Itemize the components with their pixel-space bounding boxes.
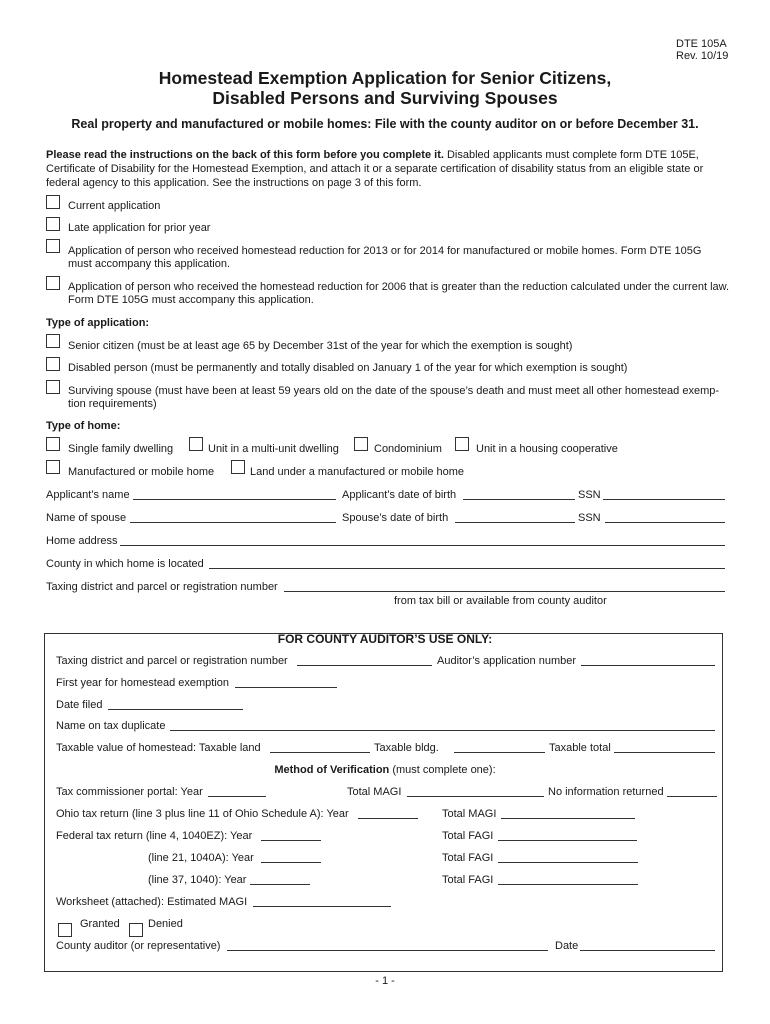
surviving-spouse-checkbox[interactable] [46,380,60,394]
housing-cooperative-label: Unit in a housing cooperative [476,443,618,455]
surviving-spouse-label: Surviving spouse (must have been at least 59 years old on the date of the spouse’s death and must meet all other homestead exemp- [68,385,720,397]
granted-checkbox[interactable] [58,923,72,937]
ohio-magi-field[interactable] [501,818,635,819]
parcel-number-label: Taxing district and parcel or registration number [46,581,278,593]
senior-citizen-checkbox[interactable] [46,334,60,348]
auditor-parcel-label: Taxing district and parcel or registration number [56,655,288,667]
page-title: Homestead Exemption Application for Senior Citizens, [158,68,612,88]
condominium-label: Condominium [374,443,442,455]
auditor-date-field[interactable] [580,950,715,951]
verification-heading [0,764,770,776]
current-application-label: Current application [68,200,161,212]
portal-magi-label: Total MAGI [347,786,402,798]
line37-fagi-field[interactable] [498,884,638,885]
land-under-home-label: Land under a manufactured or mobile home [250,466,465,478]
verification-rest: (must complete one): [389,764,496,776]
portal-year-field[interactable] [208,796,266,797]
first-year-field[interactable] [235,687,337,688]
reduction-2006-label-line2: Form DTE 105G must accompany this application. [68,294,314,306]
current-application-checkbox[interactable] [46,195,60,209]
late-application-label: Late application for prior year [68,222,211,234]
condominium-checkbox[interactable] [354,437,368,451]
line21-fagi-label: Total FAGI [442,852,494,864]
worksheet-label: Worksheet (attached): Estimated MAGI [56,896,248,908]
verification-bold: Method of Verification [274,764,390,776]
reduction-2006-label: Application of person who received the homestead reduction for 2006 that is greater than the reduction calculated under the current law. [68,281,730,293]
line21-fagi-field[interactable] [498,862,638,863]
home-address-label: Home address [46,535,118,547]
line37-fagi-label: Total FAGI [442,874,494,886]
taxable-bldg-label: Taxable bldg. [374,742,439,754]
auditor-date-label: Date [555,940,579,952]
filing-instruction: Real property and manufactured or mobile homes: File with the county auditor on or before December 31. [71,117,699,131]
intro-rest: Disabled applicants must complete form DTE 105E, [443,149,699,161]
applicant-dob-label: Applicant’s date of birth [342,489,457,501]
auditor-app-number-field[interactable] [581,665,715,666]
date-filed-label: Date filed [56,699,103,711]
type-of-application-heading: Type of application: [46,317,150,329]
auditor-app-number-label: Auditor’s application number [437,655,577,667]
reduction-2013-label: Application of person who received homestead reduction for 2013 or for 2014 for manufactured or mobile homes. Form DTE 105G [68,245,702,257]
form-revision: Rev. 10/19 [676,50,729,62]
parcel-number-field[interactable] [284,591,725,592]
form-id: DTE 105A [676,38,727,50]
county-field[interactable] [209,568,725,569]
portal-magi-field[interactable] [407,796,544,797]
surviving-spouse-label-line2: tion requirements) [68,398,157,410]
manufactured-home-label: Manufactured or mobile home [68,466,215,478]
multi-unit-label: Unit in a multi-unit dwelling [208,443,339,455]
page-number: - 1 - [375,975,395,987]
line21-year-field[interactable] [261,862,321,863]
auditor-signature-label: County auditor (or representative) [56,940,221,952]
federal-fagi-label: Total FAGI [442,830,494,842]
denied-checkbox[interactable] [129,923,143,937]
intro-line1 [46,149,699,161]
single-family-label: Single family dwelling [68,443,174,455]
taxable-land-field[interactable] [270,752,370,753]
type-of-home-heading: Type of home: [46,420,121,432]
granted-label: Granted [80,918,120,930]
applicant-ssn-label: SSN [578,489,601,501]
taxable-land-label: Taxable value of homestead: Taxable land [56,742,261,754]
portal-year-label: Tax commissioner portal: Year [56,786,203,798]
reduction-2013-label-line2: must accompany this application. [68,258,231,270]
reduction-2013-checkbox[interactable] [46,239,60,253]
denied-label: Denied [148,918,183,930]
no-info-field[interactable] [667,796,717,797]
spouse-dob-field[interactable] [455,522,575,523]
auditor-parcel-field[interactable] [297,665,432,666]
federal-return-year-field[interactable] [261,840,321,841]
home-address-field[interactable] [120,545,725,546]
late-application-checkbox[interactable] [46,217,60,231]
page-title-line2: Disabled Persons and Surviving Spouses [212,88,558,108]
intro-bold: Please read the instructions on the back of this form before you complete it. [46,149,444,161]
reduction-2006-checkbox[interactable] [46,276,60,290]
applicant-ssn-field[interactable] [603,499,725,500]
tax-duplicate-field[interactable] [170,730,715,731]
spouse-ssn-label: SSN [578,512,601,524]
auditor-use-heading: FOR COUNTY AUDITOR’S USE ONLY: [277,632,493,646]
tax-duplicate-label: Name on tax duplicate [56,720,166,732]
line21-label: (line 21, 1040A): Year [148,852,254,864]
taxable-total-field[interactable] [614,752,715,753]
federal-return-label: Federal tax return (line 4, 1040EZ): Year [56,830,253,842]
first-year-label: First year for homestead exemption [56,677,230,689]
taxable-total-label: Taxable total [549,742,611,754]
spouse-name-field[interactable] [130,522,336,523]
worksheet-magi-field[interactable] [253,906,391,907]
ohio-magi-label: Total MAGI [442,808,497,820]
date-filed-field[interactable] [108,709,243,710]
spouse-dob-label: Spouse’s date of birth [342,512,449,524]
intro-line2: Certificate of Disability for the Homestead Exemption, and attach it or a separate certification of disability status from an eligible state or [46,163,704,175]
applicant-name-label: Applicant’s name [46,489,130,501]
federal-fagi-field[interactable] [498,840,637,841]
spouse-name-label: Name of spouse [46,512,127,524]
manufactured-home-checkbox[interactable] [46,460,60,474]
housing-cooperative-checkbox[interactable] [455,437,469,451]
taxable-bldg-field[interactable] [454,752,545,753]
applicant-dob-field[interactable] [463,499,575,500]
parcel-number-note: from tax bill or available from county auditor [394,595,607,607]
no-info-label: No information returned [548,786,664,798]
intro-line3: federal agency to this application. See the instructions on page 3 of this form. [46,177,422,189]
line37-label: (line 37, 1040): Year [148,874,247,886]
multi-unit-checkbox[interactable] [189,437,203,451]
senior-citizen-label: Senior citizen (must be at least age 65 by December 31st of the year for which the exemption is sought) [68,340,573,352]
ohio-return-label: Ohio tax return (line 3 plus line 11 of Ohio Schedule A): Year [56,808,349,820]
county-label: County in which home is located [46,558,204,570]
land-under-home-checkbox[interactable] [231,460,245,474]
auditor-signature-field[interactable] [227,950,548,951]
applicant-name-field[interactable] [133,499,336,500]
disabled-person-label: Disabled person (must be permanently and totally disabled on January 1 of the year for which exemption is sought) [68,362,628,374]
disabled-person-checkbox[interactable] [46,357,60,371]
ohio-return-year-field[interactable] [358,818,418,819]
spouse-ssn-field[interactable] [605,522,725,523]
line37-year-field[interactable] [250,884,310,885]
single-family-checkbox[interactable] [46,437,60,451]
